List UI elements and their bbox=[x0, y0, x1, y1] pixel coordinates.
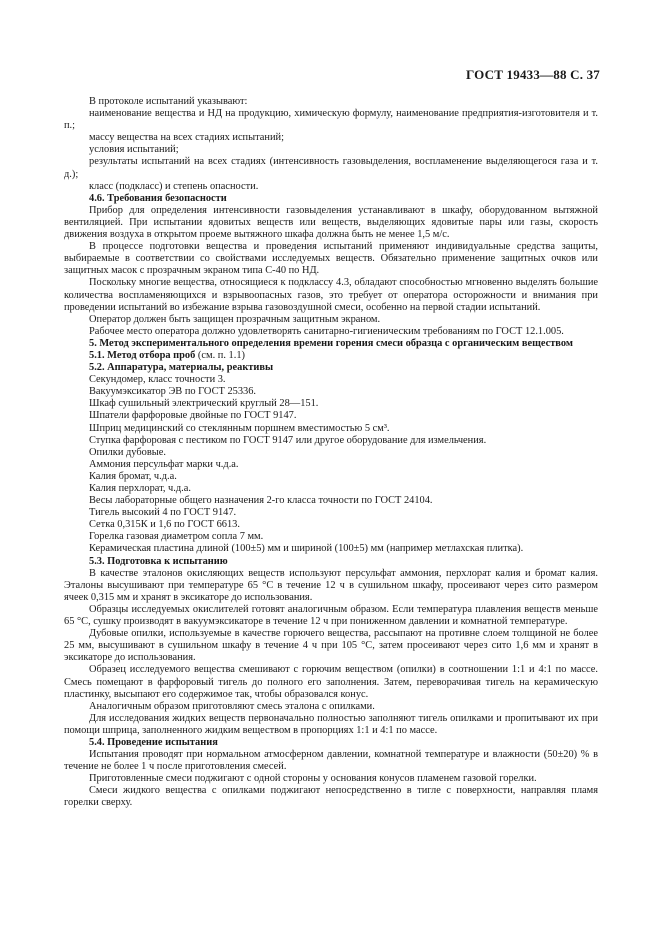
paragraph bbox=[64, 713, 598, 737]
paragraph-text: Шпатели фарфоровые двойные по ГОСТ 9147. bbox=[89, 410, 297, 422]
paragraph bbox=[64, 108, 598, 132]
paragraph-text: Дубовые опилки, используемые в качестве горючего вещества, рассыпают на противне слоем толщиной не более 25 мм, высушивают в сушильном шкафу в течение 4 ч при 105 °С, затем просеивают через сито 1,6 мм и хранят в эксикаторе до использования. bbox=[64, 628, 598, 664]
paragraph bbox=[64, 132, 598, 144]
paragraph bbox=[64, 471, 598, 483]
paragraph-text: Аммония персульфат марки ч.д.а. bbox=[89, 458, 239, 470]
paragraph-text: Горелка газовая диаметром сопла 7 мм. bbox=[89, 531, 264, 543]
paragraph-text: Калия перхлорат, ч.д.а. bbox=[89, 483, 191, 494]
section-heading bbox=[64, 362, 598, 374]
section-heading bbox=[64, 350, 598, 362]
paragraph-text: Весы лабораторные общего назначения 2-го класса точности по ГОСТ 24104. bbox=[89, 495, 433, 507]
paragraph-text: Секундомер, класс точности 3. bbox=[89, 374, 226, 386]
paragraph bbox=[64, 519, 598, 531]
paragraph-text: Прибор для определения интенсивности газовыделения устанавливают в шкафу, оборудованном вытяжной вентиляцией. При испытании ядовитых веществ или веществ, выделяющих ядовитые пары или газы, скорость движения воздуха в открытом проеме вытяжного шкафа должна быть не менее 1,5 м/с. bbox=[64, 204, 598, 241]
section-heading bbox=[64, 556, 598, 568]
paragraph-text: В протоколе испытаний указывают: bbox=[89, 96, 248, 107]
paragraph bbox=[64, 156, 598, 180]
paragraph bbox=[64, 398, 598, 410]
section-heading bbox=[64, 193, 598, 205]
paragraph bbox=[64, 314, 598, 326]
paragraph-text: Шприц медицинский со стеклянным поршнем вместимостью 5 см³. bbox=[89, 422, 390, 434]
paragraph-text: Сетка 0,315К и 1,6 по ГОСТ 6613. bbox=[89, 519, 240, 531]
paragraph bbox=[64, 326, 598, 338]
paragraph-text: Шкаф сушильный электрический круглый 28—151. bbox=[89, 398, 319, 410]
heading-text: 5.4. Проведение испытания bbox=[89, 736, 218, 748]
paragraph bbox=[64, 205, 598, 241]
paragraph bbox=[64, 144, 598, 156]
paragraph bbox=[64, 423, 598, 435]
paragraph-text: Образцы исследуемых окислителей готовят аналогичным образом. Если температура плавления веществ меньше 65 °С, сушку производят в вакуумэксикаторе в течение 12 ч при пониженном давлении и комнатной температуре. bbox=[64, 603, 598, 628]
heading-text: 5.1. Метод отбора проб bbox=[89, 349, 196, 361]
paragraph-text: Испытания проводят при нормальном атмосферном давлении, комнатной температуре и влажности (50±20) % в течение не более 1 ч после приготовления смесей. bbox=[64, 749, 598, 773]
paragraph-text: Рабочее место оператора должно удовлетворять санитарно-гигиеническим требованиям по ГОСТ 12.1.005. bbox=[89, 325, 564, 337]
paragraph bbox=[64, 181, 598, 193]
paragraph-text: В качестве эталонов окисляющих веществ используют персульфат аммония, перхлорат калия и бромат калия. Эталоны высушивают при температуре 65 °С в течение 12 ч в сушильном шкафу, просеивают через сито размером ячеек 0,315 мм и хранят в эксикаторе до использования. bbox=[64, 567, 598, 603]
paragraph-text: Опилки дубовые. bbox=[89, 446, 166, 458]
paragraph-text: Смеси жидкого вещества с опилками поджигают непосредственно в тигле с поверхности, направляя пламя горелки сверху. bbox=[64, 785, 598, 809]
paragraph bbox=[64, 531, 598, 543]
paragraph-text: результаты испытаний на всех стадиях (интенсивность газовыделения, воспламенение выделяющегося газа и т. д.); bbox=[64, 156, 598, 180]
paragraph bbox=[64, 773, 598, 785]
heading-text: 5. Метод экспериментального определения времени горения смеси образца с органическим веществом bbox=[89, 337, 573, 349]
paragraph bbox=[64, 664, 598, 700]
paragraph-text: Ступка фарфоровая с пестиком по ГОСТ 9147 или другое оборудование для измельчения. bbox=[89, 434, 487, 446]
section-heading bbox=[64, 338, 598, 350]
paragraph bbox=[64, 543, 598, 555]
page-header: ГОСТ 19433—88 С. 37 bbox=[466, 67, 600, 82]
heading-note: (см. п. 1.1) bbox=[195, 349, 245, 361]
paragraph-text: Для исследования жидких веществ первоначально полностью заполняют тигель опилками и пропитывают их при помощи шприца, заполненного жидким веществом в пропорциях 1:1 и 4:1 по массе. bbox=[64, 712, 598, 736]
paragraph bbox=[64, 568, 598, 604]
paragraph-text: В процессе подготовки вещества и проведения испытаний применяют индивидуальные средства защиты, выбираемые в соответствии со свойствами исследуемых веществ. Обязательно применение защитных очков или защитных масок с прозрачным экраном типа С-40 по НД. bbox=[64, 241, 598, 277]
paragraph bbox=[64, 410, 598, 422]
paragraph bbox=[64, 507, 598, 519]
paragraph bbox=[64, 447, 598, 459]
paragraph bbox=[64, 96, 598, 108]
paragraph-text: Вакуумэксикатор ЭВ по ГОСТ 25336. bbox=[89, 386, 257, 398]
document-body bbox=[64, 96, 598, 810]
paragraph bbox=[64, 749, 598, 773]
paragraph bbox=[64, 386, 598, 398]
paragraph bbox=[64, 495, 598, 507]
paragraph bbox=[64, 241, 598, 277]
paragraph bbox=[64, 604, 598, 628]
heading-text: 4.6. Требования безопасности bbox=[89, 192, 227, 204]
paragraph-text: наименование вещества и НД на продукцию, химическую формулу, наименование предприятия-изготовителя и т. п.; bbox=[64, 108, 598, 132]
paragraph-text: Аналогичным образом приготовляют смесь эталона с опилками. bbox=[89, 700, 375, 712]
paragraph bbox=[64, 701, 598, 713]
paragraph-text: Тигель высокий 4 по ГОСТ 9147. bbox=[89, 507, 237, 519]
heading-text: 5.3. Подготовка к испытанию bbox=[89, 555, 228, 567]
heading-text: 5.2. Аппаратура, материалы, реактивы bbox=[89, 362, 274, 374]
paragraph-text: класс (подкласс) и степень опасности. bbox=[89, 180, 259, 192]
paragraph bbox=[64, 483, 598, 495]
paragraph bbox=[64, 459, 598, 471]
paragraph-text: условия испытаний; bbox=[89, 144, 179, 156]
paragraph bbox=[64, 628, 598, 664]
paragraph bbox=[64, 374, 598, 386]
paragraph bbox=[64, 435, 598, 447]
paragraph bbox=[64, 277, 598, 313]
paragraph-text: Образец исследуемого вещества смешивают с горючим веществом (опилки) в соотношении 1:1 и 4:1 по массе. Смесь помещают в фарфоровый тигель до полного его заполнения. Затем, переворачивая тигель на керамическую пластинку, высыпают его содержимое так, чтобы образовался конус. bbox=[64, 664, 598, 700]
paragraph-text: массу вещества на всех стадиях испытаний; bbox=[89, 132, 284, 144]
section-heading bbox=[64, 737, 598, 749]
paragraph-text: Керамическая пластина длиной (100±5) мм и шириной (100±5) мм (например метлахская плитка). bbox=[89, 543, 524, 555]
paragraph-text: Калия бромат, ч.д.а. bbox=[89, 470, 177, 482]
paragraph bbox=[64, 785, 598, 809]
paragraph-text: Оператор должен быть защищен прозрачным защитным экраном. bbox=[89, 313, 381, 325]
paragraph-text: Приготовленные смеси поджигают с одной стороны у основания конусов пламенем газовой горелки. bbox=[89, 773, 537, 785]
paragraph-text: Поскольку многие вещества, относящиеся к подклассу 4.3, обладают способностью мгновенно выделять большие количества воспламеняющихся и взрывоопасных газов, это требует от оператора осторожности и внимания при проведении испытаний во избежание взрыва газовоздушной смеси, особенно на первой стадии испытаний. bbox=[64, 277, 598, 313]
